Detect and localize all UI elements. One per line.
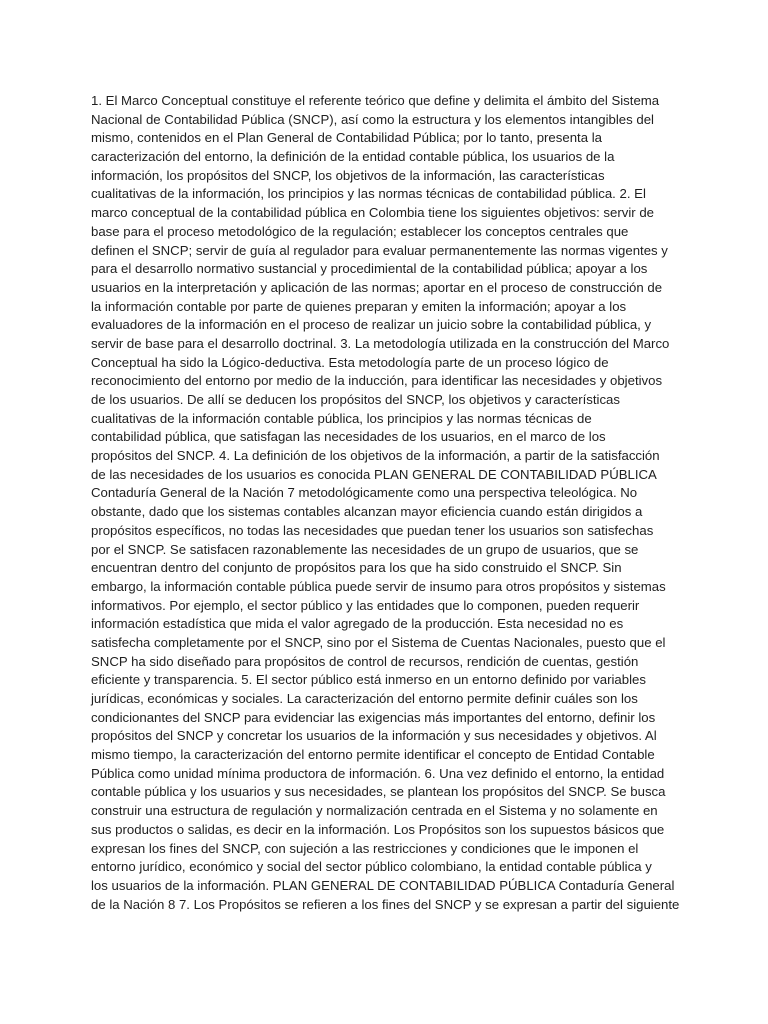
text-line: informativos. Por ejemplo, el sector público y las entidades que lo componen, pueden requerir	[91, 597, 640, 613]
text-line: los usuarios de la información. PLAN GENERAL DE CONTABILIDAD PÚBLICA Contaduría General	[91, 877, 675, 893]
text-line: información, los propósitos del SNCP, los objetivos de la información, las características	[91, 167, 605, 183]
text-line: sus productos o salidas, es decir en la información. Los Propósitos son los supuestos básicos que	[91, 821, 665, 837]
text-line: obstante, dado que los sistemas contables alcanzan mayor eficiencia cuando están dirigidos a	[91, 504, 643, 520]
text-line: usuarios en la interpretación y aplicación de las normas; aportar en el proceso de construcción de	[91, 279, 663, 295]
text-line: cualitativas de la información, los principios y las normas técnicas de contabilidad pública. 2. El	[91, 186, 646, 202]
text-line: mismo tiempo, la caracterización del entorno permite identificar el concepto de Entidad Contable	[91, 747, 655, 763]
text-line: por el SNCP. Se satisfacen razonablemente las necesidades de un grupo de usuarios, que se	[91, 541, 639, 557]
text-line: propósitos del SNCP. 4. La definición de los objetivos de la información, a partir de la satisfacción	[91, 448, 660, 464]
text-line: entorno jurídico, económico y social del sector público colombiano, la entidad contable pública y	[91, 859, 652, 875]
text-line: de la Nación 8 7. Los Propósitos se refieren a los fines del SNCP y se expresan a partir del siguiente	[91, 896, 680, 912]
text-line: Conceptual ha sido la Lógico-deductiva. Esta metodología parte de un proceso lógico de	[91, 354, 609, 370]
text-line: de las necesidades de los usuarios es conocida PLAN GENERAL DE CONTABILIDAD PÚBLICA	[91, 466, 657, 482]
text-line: encuentran dentro del conjunto de propósitos para los que ha sido construido el SNCP. Sin	[91, 560, 622, 576]
text-line: definen el SNCP; servir de guía al regulador para evaluar permanentemente las normas vigentes y	[91, 242, 668, 258]
text-line: expresan los fines del SNCP, con sujeción a las restricciones y condiciones que le imponen el	[91, 840, 639, 856]
text-line: contabilidad pública, que satisfagan las necesidades de los usuarios, en el marco de los	[91, 429, 606, 445]
text-line: información estadística que mida el valor agregado de la producción. Esta necesidad no es	[91, 616, 624, 632]
text-line: reconocimiento del entorno por medio de la inducción, para identificar las necesidades y objetivos	[91, 373, 663, 389]
text-line: servir de base para el desarrollo doctrinal. 3. La metodología utilizada en la construcción del Marco	[91, 335, 670, 351]
text-line: 1. El Marco Conceptual constituye el referente teórico que define y delimita el ámbito del Sistema	[91, 93, 660, 108]
text-line: la información contable por parte de quienes preparan y emiten la información; apoyar a los	[91, 298, 627, 314]
text-line: cualitativas de la información contable pública, los principios y las normas técnicas de	[91, 410, 592, 426]
text-line: caracterización del entorno, la definición de la entidad contable pública, los usuarios de la	[91, 149, 615, 165]
text-line: mismo, contenidos en el Plan General de Contabilidad Pública; por lo tanto, presenta la	[91, 130, 602, 146]
text-line: propósitos específicos, no todas las necesidades que puedan tener los usuarios son satisfechas	[91, 522, 654, 538]
text-line: para el desarrollo normativo sustancial y procedimiental de la contabilidad pública; apoyar a los	[91, 261, 648, 277]
text-line: base para el proceso metodológico de la regulación; establecer los conceptos centrales que	[91, 223, 629, 239]
text-line: Contaduría General de la Nación 7 metodológicamente como una perspectiva teleológica. No	[91, 485, 638, 501]
text-line: marco conceptual de la contabilidad pública en Colombia tiene los siguientes objetivos: servir de	[91, 205, 654, 221]
text-line: de los usuarios. De allí se deducen los propósitos del SNCP, los objetivos y características	[91, 392, 620, 407]
text-line: Nacional de Contabilidad Pública (SNCP), así como la estructura y los elementos intangibles del	[91, 111, 654, 127]
text-line: evaluadores de la información en el proceso de realizar un juicio sobre la contabilidad pública, y	[91, 317, 652, 333]
text-line: SNCP ha sido diseñado para propósitos de control de recursos, rendición de cuentas, gestión	[91, 653, 639, 669]
text-line: eficiente y transparencia. 5. El sector público está inmerso en un entorno definido por variables	[91, 672, 646, 688]
text-line: construir una estructura de regulación y normalización centrada en el Sistema y no solamente en	[91, 803, 658, 819]
text-line: propósitos del SNCP y concretar los usuarios de la información y sus necesidades y objetivos. Al	[91, 728, 657, 744]
body-text	[91, 92, 681, 914]
text-line: jurídicas, económicas y sociales. La caracterización del entorno permite definir cuáles son los	[91, 691, 638, 706]
text-line: Pública como unidad mínima productora de información. 6. Una vez definido el entorno, la entidad	[91, 765, 665, 781]
text-line: condicionantes del SNCP para evidenciar las exigencias más importantes del entorno, definir los	[91, 709, 656, 725]
text-line: embargo, la información contable pública puede servir de insumo para otros propósitos y sistemas	[91, 578, 666, 594]
text-line: satisfecha completamente por el SNCP, sino por el Sistema de Cuentas Nacionales, puesto que el	[91, 634, 666, 650]
text-line: contable pública y los usuarios y sus necesidades, se plantean los propósitos del SNCP. Se busca	[91, 784, 666, 800]
